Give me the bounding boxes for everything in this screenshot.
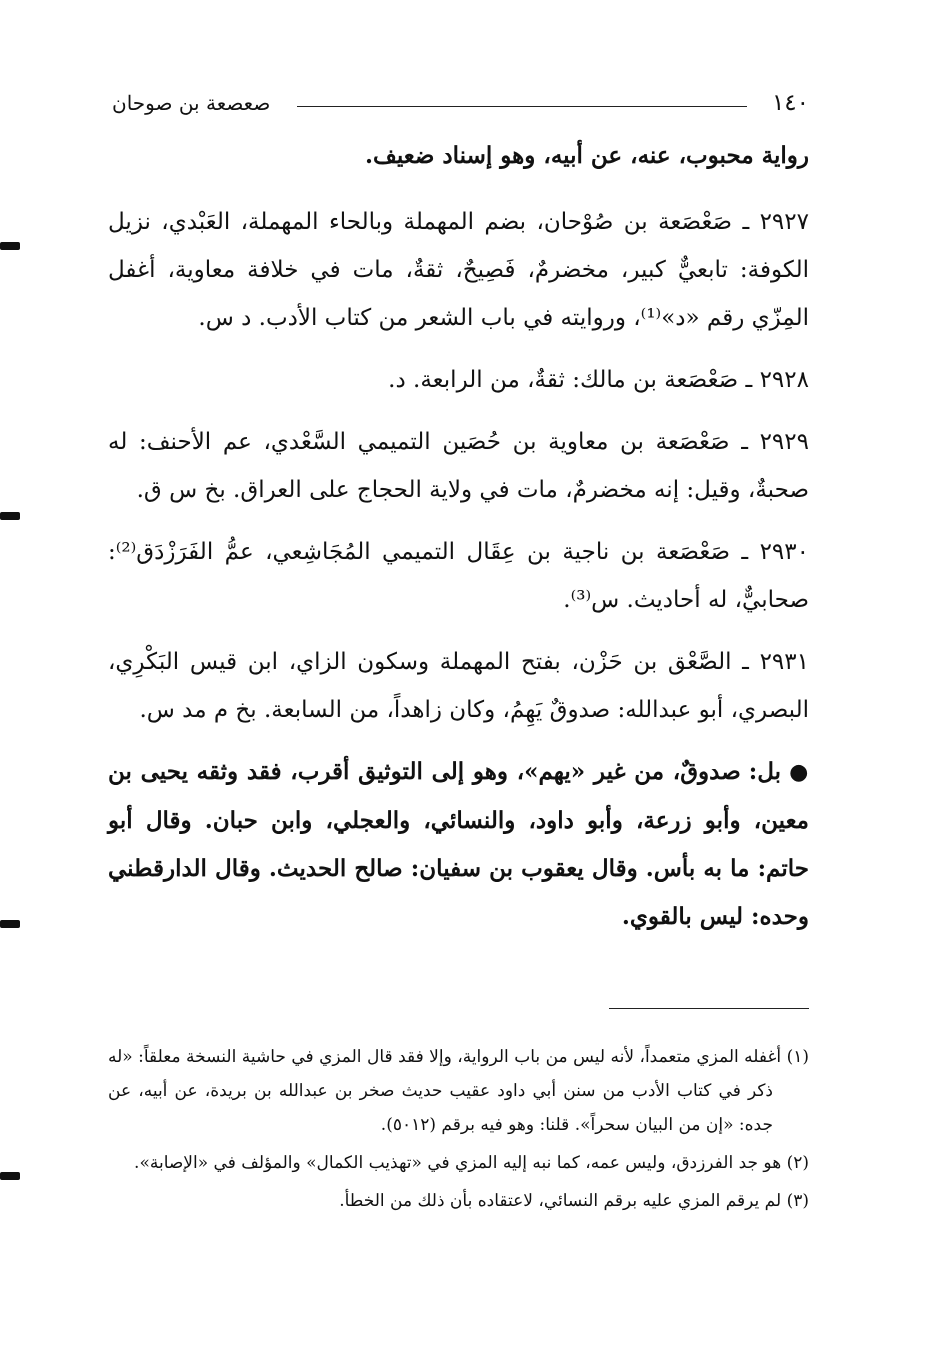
editor-note-text: بل: صدوقٌ، من غير «يهم»، وهو إلى التوثيق أقرب، فقد وثقه يحيى بن معين، وأبو زرعة، وأبو داود، والنسائي، والعجلي، وابن حبان. وقال أبو حاتم: ما به بأس. وقال يعقوب بن سفيان: صالح الحديث. وقال الدارقطني وحده: ليس بالقوي.: [108, 758, 809, 930]
editor-note: [108, 748, 809, 941]
header-rule: [297, 106, 747, 107]
footnote-1: (١) أغفله المزي متعمداً، لأنه ليس من باب الرواية، وإلا فقد قال المزي في حاشية النسخة معلقاً: «له ذكر في كتاب الأدب من سنن أبي داود عقيب حديث صخر بن عبدالله بن بريدة، عن أبيه، عن جده: «إن من البيان سحراً». قلنا: وهو فيه برقم (٥٠١٢).: [108, 1047, 809, 1135]
footnotes: [108, 1040, 809, 1222]
entry-2928: ٢٩٢٨ ـ صَعْصَعة بن مالك: ثقةٌ، من الرابعة. د.: [388, 367, 809, 393]
scan-margin-mark: [0, 1172, 20, 1180]
running-title: صعصعة بن صوحان: [112, 91, 271, 115]
page-number: ١٤٠: [771, 90, 809, 116]
footnote-separator: [609, 1008, 809, 1009]
intro-paragraph: رواية محبوب، عنه، عن أبيه، وهو إسناد ضعيف.: [365, 142, 809, 169]
footnote-3: (٣) لم يرقم المزي عليه برقم النسائي، لاعتقاده بأن ذلك من الخطأ.: [339, 1191, 809, 1211]
footnote-2: (٢) هو جد الفرزدق، وليس عمه، كما نبه إليه المزي في «تهذيب الكمال» والمؤلف في «الإصابة».: [134, 1153, 809, 1173]
scan-margin-mark: [0, 920, 20, 928]
entry-2927: ٢٩٢٧ ـ صَعْصَعة بن صُوْحان، بضم المهملة وبالحاء المهملة، العَبْدي، نزيل الكوفة: تابعيٌّ كبير، مخضرمٌ، فَصِيحٌ، ثقةٌ، مات في خلافة معاوية، أغفل المِزّي رقم «د»⁽¹⁾، وروايته في باب الشعر من كتاب الأدب. د س.: [108, 209, 809, 331]
bullet-icon: ●: [789, 760, 810, 785]
main-text: [108, 132, 809, 955]
entry-2929: ٢٩٢٩ ـ صَعْصَعة بن معاوية بن حُصَين التميمي السَّعْدي، عم الأحنف: له صحبةٌ، وقيل: إنه مخضرمٌ، مات في ولاية الحجاج على العراق. بخ س ق.: [108, 429, 809, 503]
entry-2930: ٢٩٣٠ ـ صَعْصَعة بن ناجية بن عِقَال التميمي المُجَاشِعي، عمُّ الفَرَزْدَق⁽²⁾: صحابيٌّ، له أحاديث. س⁽³⁾.: [108, 539, 809, 613]
scan-margin-mark: [0, 512, 20, 520]
page-header: [112, 88, 809, 122]
entry-2931: ٢٩٣١ ـ الصَّعْق بن حَزْن، بفتح المهملة وسكون الزاي، ابن قيس البَكْرِي، البصري، أبو عبدالله: صدوقٌ يَهِمُ، وكان زاهداً، من السابعة. بخ م مد س.: [108, 649, 809, 723]
scan-margin-mark: [0, 242, 20, 250]
